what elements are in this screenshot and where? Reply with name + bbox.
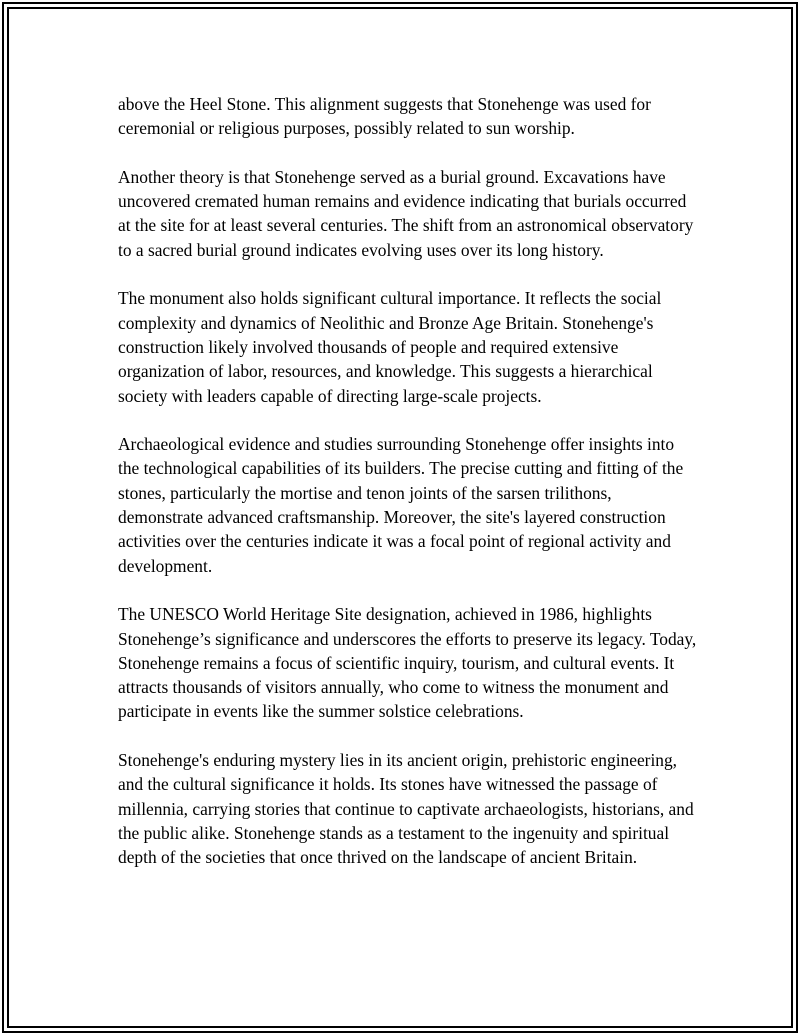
- paragraph-enduring-mystery: Stonehenge's enduring mystery lies in its ancient origin, prehistoric engineering, and the cultural significance it holds. Its stones have witnessed the passage of millennia, carrying stories that continue to captivate archaeologists, historians, and the public alike. Stonehenge stands as a testament to the ingenuity and spiritual depth of the societies that once thrived on the landscape of ancient Britain.: [118, 750, 694, 868]
- paragraph-archaeological-evidence: Archaeological evidence and studies surrounding Stonehenge offer insights into the technological capabilities of its builders. The precise cutting and fitting of the stones, particularly the mortise and tenon joints of the sarsen trilithons, demonstrate advanced craftsmanship. Moreover, the site's layered construction activities over the centuries indicate it was a focal point of regional activity and development.: [118, 434, 684, 576]
- paragraph-cultural-importance: The monument also holds significant cultural importance. It reflects the social complexity and dynamics of Neolithic and Bronze Age Britain. Stonehenge's construction likely involved thousands of people and required extensive organization of labor, resources, and knowledge. This suggests a hierarchical society with leaders capable of directing large-scale projects.: [118, 288, 662, 406]
- document-body: [118, 92, 698, 894]
- paragraph-heel-stone-alignment: above the Heel Stone. This alignment suggests that Stonehenge was used for ceremonial or religious purposes, possibly related to sun worship.: [118, 94, 651, 139]
- paragraph-burial-ground: Another theory is that Stonehenge served as a burial ground. Excavations have uncovered cremated human remains and evidence indicating that burials occurred at the site for at least several centuries. The shift from an astronomical observatory to a sacred burial ground indicates evolving uses over its long history.: [118, 166, 694, 260]
- paragraph-unesco-designation: The UNESCO World Heritage Site designation, achieved in 1986, highlights Stonehenge’s significance and underscores the efforts to preserve its legacy. Today, Stonehenge remains a focus of scientific inquiry, tourism, and cultural events. It attracts thousands of visitors annually, who come to witness the monument and participate in events like the summer solstice celebrations.: [118, 604, 697, 722]
